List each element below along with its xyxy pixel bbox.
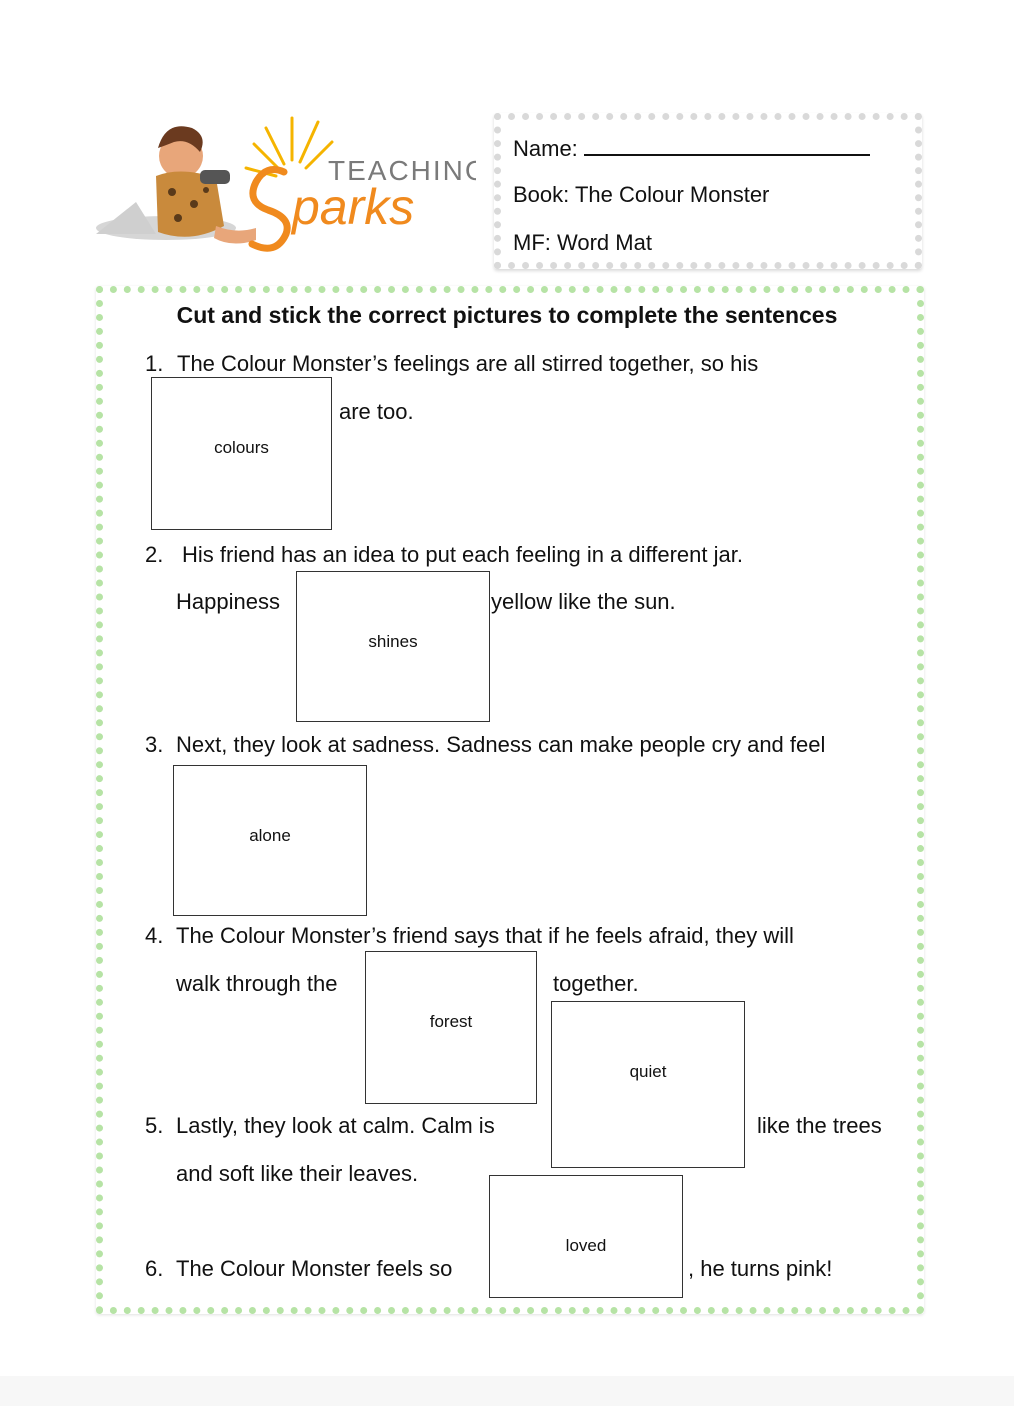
item-4-number: 4.	[145, 923, 164, 948]
item-4-after: together.	[553, 971, 639, 996]
item-2-before: Happiness	[176, 589, 280, 614]
item-5-number: 5.	[145, 1113, 164, 1138]
item-2-after: yellow like the sun.	[491, 589, 676, 614]
item-1-number: 1.	[145, 351, 164, 376]
answer-box-3[interactable]	[173, 765, 367, 916]
item-2-text: His friend has an idea to put each feeling in a different jar.	[182, 542, 743, 567]
logo-teaching-text: TEACHING	[328, 155, 476, 186]
name-label: Name:	[513, 136, 578, 161]
worksheet-heading: Cut and stick the correct pictures to complete the sentences	[176, 302, 838, 328]
answer-box-1[interactable]	[151, 377, 332, 530]
item-2-number: 2.	[145, 542, 164, 567]
item-5-text: Lastly, they look at calm. Calm is	[176, 1113, 495, 1138]
item-4-text: The Colour Monster’s friend says that if he feels afraid, they will	[176, 923, 794, 948]
name-line	[513, 134, 870, 162]
item-3-number: 3.	[145, 732, 164, 757]
answer-box-5[interactable]	[551, 1001, 745, 1168]
item-6-text: The Colour Monster feels so	[176, 1256, 453, 1281]
item-5-after: like the trees	[757, 1113, 882, 1138]
item-1-text: The Colour Monster’s feelings are all stirred together, so his	[177, 351, 759, 376]
logo-sparks-text: parks	[292, 179, 415, 235]
answer-box-4[interactable]	[365, 951, 537, 1104]
answer-box-4-label: forest	[429, 1012, 473, 1031]
answer-box-1-label: colours	[214, 438, 269, 457]
answer-box-5-label: quiet	[629, 1062, 667, 1081]
item-3-text: Next, they look at sadness. Sadness can make people cry and feel	[176, 732, 826, 757]
item-5-line2: and soft like their leaves.	[176, 1161, 419, 1186]
answer-box-2[interactable]	[296, 571, 490, 722]
teaching-sparks-logo	[96, 106, 476, 256]
page-bottom-strip	[0, 1376, 1014, 1406]
student-info-box	[494, 113, 922, 269]
item-6-after: , he turns pink!	[688, 1256, 833, 1281]
answer-box-3-label: alone	[249, 826, 291, 845]
item-4-before: walk through the	[176, 971, 338, 996]
answer-box-2-label: shines	[368, 632, 418, 651]
name-write-line[interactable]	[584, 134, 870, 156]
item-6-number: 6.	[145, 1256, 164, 1281]
answer-box-6-label: loved	[565, 1236, 607, 1255]
book-title: Book: The Colour Monster	[513, 182, 770, 207]
item-1-after: are too.	[339, 399, 414, 424]
mf-label: MF: Word Mat	[513, 230, 652, 255]
answer-box-6[interactable]	[489, 1175, 683, 1298]
